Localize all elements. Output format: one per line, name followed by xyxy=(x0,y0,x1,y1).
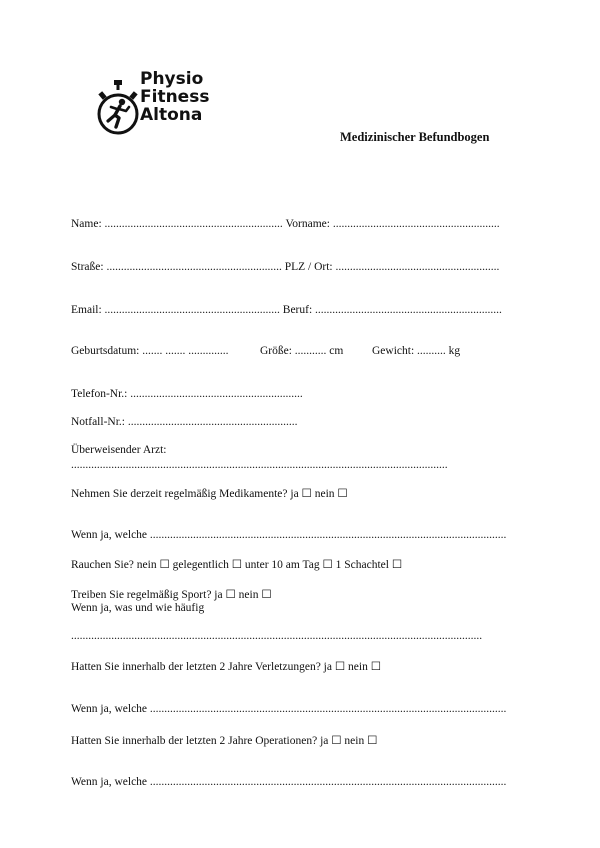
geburtsdatum-field[interactable]: Geburtsdatum: ....... ....... .............. xyxy=(71,345,229,357)
arzt-label: Überweisender Arzt: xyxy=(71,444,167,456)
rauchen-question[interactable]: Rauchen Sie? nein ☐ gelegentlich ☐ unter 10 am Tag ☐ 1 Schachtel ☐ xyxy=(71,559,403,571)
document-title: Medizinischer Befundbogen xyxy=(340,130,490,144)
stopwatch-runner-icon xyxy=(96,80,140,138)
verletzungen-welche-field[interactable]: Wenn ja, welche ............................................................................................................................ xyxy=(71,703,507,715)
name-vorname-field[interactable]: Name: .............................................................. Vorname: .......................................................... xyxy=(71,218,500,230)
logo-line-2: Fitness xyxy=(140,87,210,107)
telefon-field[interactable]: Telefon-Nr.: ............................................................ xyxy=(71,388,303,400)
notfall-field[interactable]: Notfall-Nr.: ........................................................... xyxy=(71,416,298,428)
brand-logo xyxy=(96,70,226,142)
operationen-welche-field[interactable]: Wenn ja, welche ............................................................................................................................ xyxy=(71,776,507,788)
arzt-line[interactable]: ................................................................................................................................... xyxy=(71,459,448,471)
gewicht-field[interactable]: Gewicht: .......... kg xyxy=(372,345,461,357)
sport-welche-label: Wenn ja, was und wie häufig xyxy=(71,602,205,614)
medikamente-welche-field[interactable]: Wenn ja, welche ............................................................................................................................ xyxy=(71,529,507,541)
groesse-field[interactable]: Größe: ........... cm xyxy=(260,345,344,357)
operationen-question[interactable]: Hatten Sie innerhalb der letzten 2 Jahre Operationen? ja ☐ nein ☐ xyxy=(71,735,378,747)
sport-line[interactable]: ............................................................................................................................................... xyxy=(71,630,483,642)
logo-wordmark xyxy=(140,70,209,124)
sport-question[interactable]: Treiben Sie regelmäßig Sport? ja ☐ nein ☐ xyxy=(71,589,272,601)
strasse-plz-field[interactable]: Straße: ............................................................. PLZ / Ort: ......................................................... xyxy=(71,261,500,273)
logo-line-3: Altona xyxy=(140,105,203,125)
medikamente-question[interactable]: Nehmen Sie derzeit regelmäßig Medikamente? ja ☐ nein ☐ xyxy=(71,488,348,500)
email-beruf-field[interactable]: Email: ............................................................. Beruf: ................................................................. xyxy=(71,304,502,316)
verletzungen-question[interactable]: Hatten Sie innerhalb der letzten 2 Jahre Verletzungen? ja ☐ nein ☐ xyxy=(71,661,382,673)
logo-line-1: Physio xyxy=(140,69,204,89)
